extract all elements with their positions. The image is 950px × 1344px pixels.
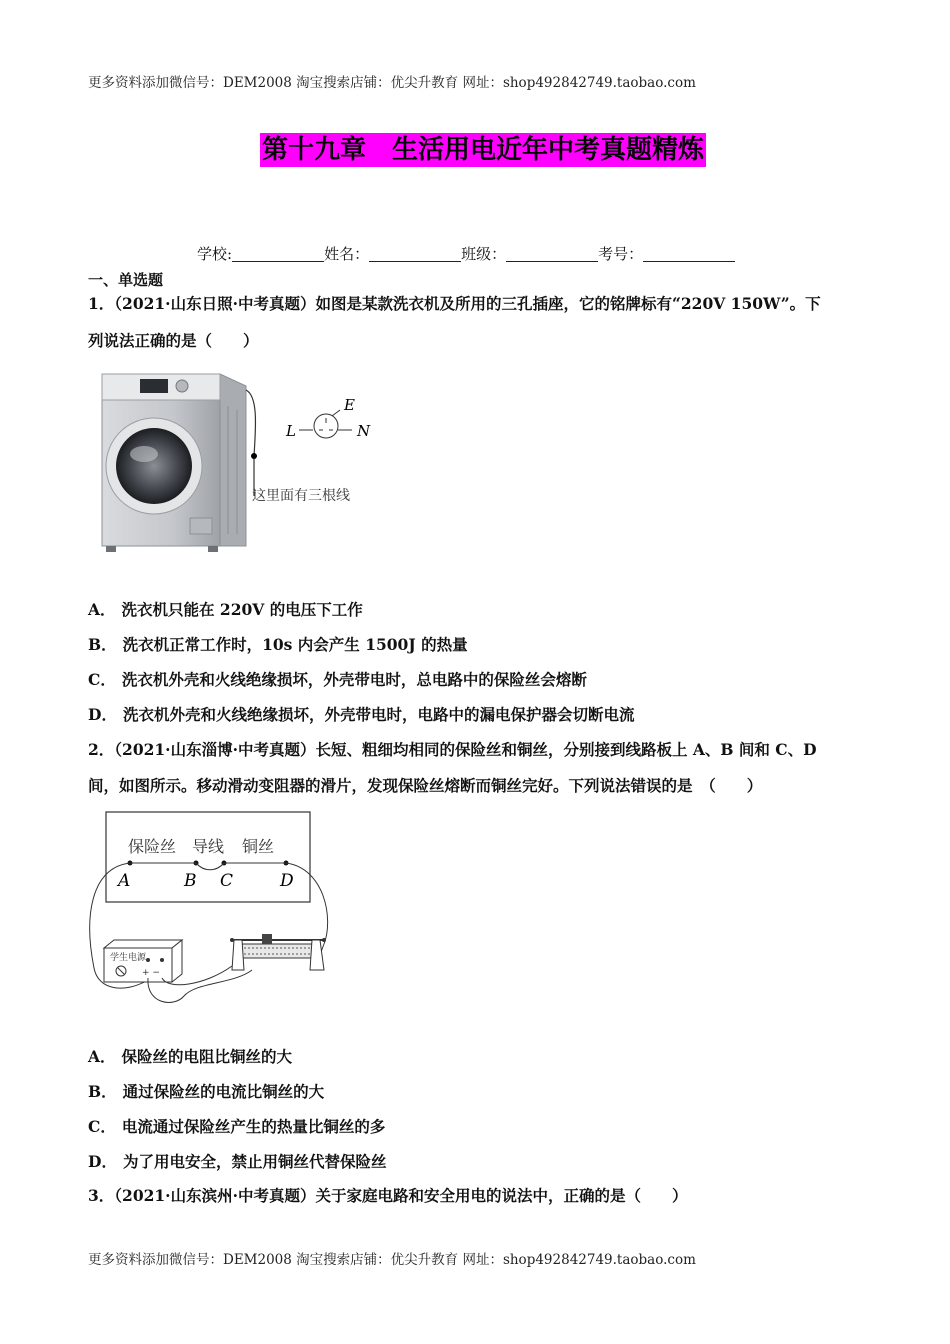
q1-option-d[interactable]: D． 洗衣机外壳和火线绝缘损坏，外壳带电时，电路中的漏电保护器会切断电流 — [88, 705, 635, 724]
wire-label: 导线 — [192, 837, 225, 856]
page-header: 更多资料添加微信号：DEM2008 淘宝搜索店铺：优尖升教育 网址：shop492842749.taobao.com — [88, 75, 696, 91]
label-E: E — [344, 396, 355, 414]
name-blank — [369, 245, 461, 262]
circuit-board-figure — [84, 808, 334, 1014]
question-1-line-2: 列说法正确的是（ ） — [88, 331, 259, 350]
three-pin-socket-icon — [285, 396, 371, 440]
section-heading: 一、单选题 — [88, 271, 164, 289]
name-label: 姓名： — [324, 245, 370, 263]
label-L: L — [286, 422, 296, 440]
q1-option-a[interactable]: A． 洗衣机只能在 220V 的电压下工作 — [88, 600, 363, 619]
page-footer: 更多资料添加微信号：DEM2008 淘宝搜索店铺：优尖升教育 网址：shop492842749.taobao.com — [88, 1252, 696, 1268]
question-1-line-1: 1．（2021·山东日照·中考真题）如图是某款洗衣机及所用的三孔插座，它的铭牌标有“220V 150W”。下 — [88, 294, 821, 313]
exam-no-blank — [643, 245, 735, 262]
q1-option-c[interactable]: C． 洗衣机外壳和火线绝缘损坏，外壳带电时，总电路中的保险丝会熔断 — [88, 670, 587, 689]
svg-text:+ −: + − — [142, 968, 160, 978]
fuse-label: 保险丝 — [128, 837, 177, 856]
question-2-line-2: 间，如图所示。移动滑动变阻器的滑片，发现保险丝熔断而铜丝完好。下列说法错误的是 （ ） — [88, 776, 763, 795]
question-3-line-1: 3．（2021·山东滨州·中考真题）关于家庭电路和安全用电的说法中，正确的是（ ） — [88, 1186, 688, 1205]
exam-no-label: 考号： — [598, 245, 644, 263]
washing-machine-icon — [102, 374, 246, 552]
q2-option-a[interactable]: A． 保险丝的电阻比铜丝的大 — [88, 1047, 293, 1066]
point-c-label: C — [220, 871, 234, 891]
label-N: N — [357, 422, 371, 440]
copper-label: 铜丝 — [242, 837, 275, 856]
school-blank — [232, 245, 324, 262]
question-2-line-1: 2．（2021·山东淄博·中考真题）长短、粗细均相同的保险丝和铜丝，分别接到线路板上 A、B 间和 C、D — [88, 740, 817, 759]
school-label: 学校: — [197, 245, 233, 263]
student-info-line — [197, 243, 735, 264]
q2-option-b[interactable]: B． 通过保险丝的电流比铜丝的大 — [88, 1082, 325, 1101]
power-supply-label: 学生电源 — [110, 953, 147, 963]
power-supply-icon — [104, 940, 182, 982]
point-b-label: B — [184, 871, 197, 891]
q2-option-d[interactable]: D． 为了用电安全，禁止用铜丝代替保险丝 — [88, 1152, 387, 1171]
class-label: 班级： — [461, 245, 507, 263]
page-title: 第十九章 生活用电近年中考真题精炼 — [262, 135, 705, 165]
q2-option-c[interactable]: C． 电流通过保险丝产生的热量比铜丝的多 — [88, 1117, 386, 1136]
washing-machine-figure — [96, 366, 396, 558]
figure-caption: 这里面有三根线 — [252, 488, 350, 504]
q1-option-b[interactable]: B． 洗衣机正常工作时，10s 内会产生 1500J 的热量 — [88, 635, 468, 654]
rheostat-icon — [230, 934, 326, 970]
point-d-label: D — [280, 871, 294, 891]
point-a-label: A — [118, 871, 131, 891]
class-blank — [506, 245, 598, 262]
